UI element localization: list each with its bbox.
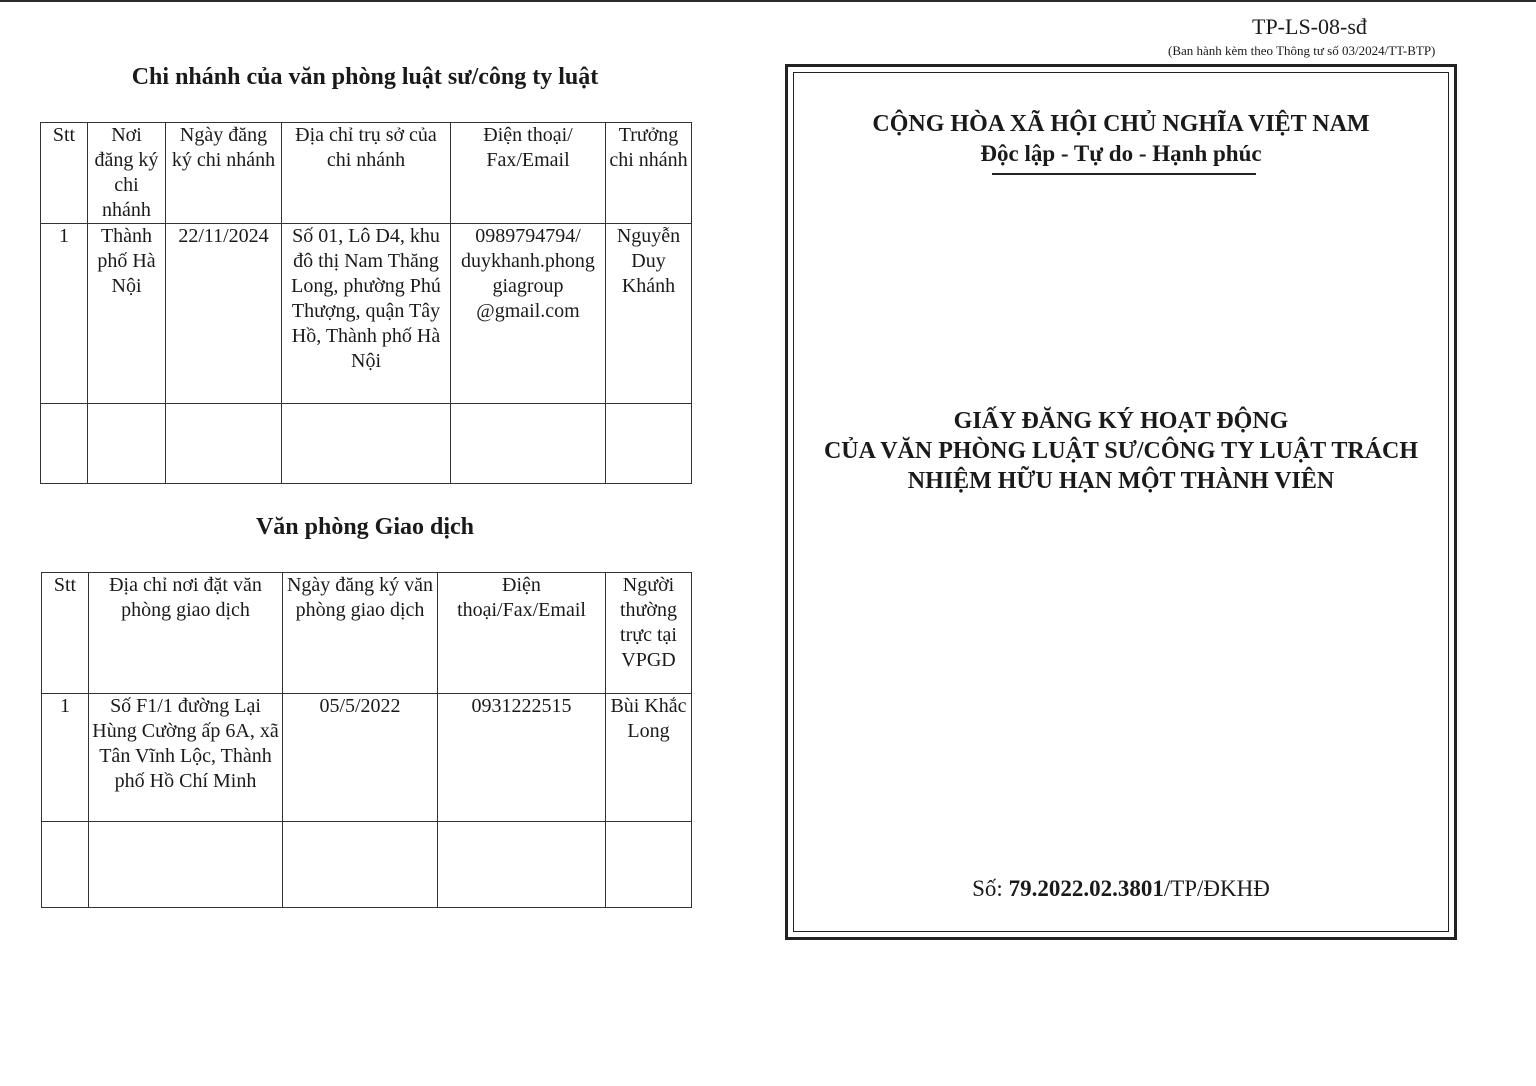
- header-cell: Địa chỉ nơi đặt văn phòng giao dịch: [89, 573, 283, 694]
- cell-date: 22/11/2024: [166, 224, 282, 404]
- cell-head: Nguyễn Duy Khánh: [606, 224, 692, 404]
- cell-date: 05/5/2022: [283, 694, 438, 822]
- cell-empty: [606, 404, 692, 484]
- transaction-section-title: Văn phòng Giao dịch: [255, 514, 475, 540]
- header-cell: Ngày đăng ký chi nhánh: [166, 123, 282, 224]
- table-row: [41, 404, 692, 484]
- header-cell: Trưởng chi nhánh: [606, 123, 692, 224]
- header-cell: Stt: [41, 123, 88, 224]
- document-title-line: NHIỆM HỮU HẠN MỘT THÀNH VIÊN: [907, 468, 1335, 494]
- document-title: [794, 406, 1448, 496]
- header-cell: Người thường trực tại VPGD: [606, 573, 692, 694]
- table-header-row: [42, 573, 692, 694]
- header-cell: Stt: [42, 573, 89, 694]
- scan-top-edge: [0, 0, 1536, 2]
- cell-place: Thành phố Hà Nội: [88, 224, 166, 404]
- republic-heading: CỘNG HÒA XÃ HỘI CHỦ NGHĨA VIỆT NAM: [872, 111, 1370, 137]
- cell-empty: [41, 404, 88, 484]
- cell-empty: [166, 404, 282, 484]
- cover-inner-frame: [793, 72, 1449, 932]
- cell-person: Bùi Khắc Long: [606, 694, 692, 822]
- document-number-label: Số:: [972, 876, 1003, 901]
- cell-stt: 1: [41, 224, 88, 404]
- form-note: (Ban hành kèm theo Thông tư số 03/2024/TT-BTP): [1168, 43, 1436, 58]
- header-cell: Ngày đăng ký văn phòng giao dịch: [283, 573, 438, 694]
- document-number-suffix: /TP/ĐKHĐ: [1163, 876, 1270, 901]
- header-cell: Điện thoại/ Fax/Email: [451, 123, 606, 224]
- document-title-line: GIẤY ĐĂNG KÝ HOẠT ĐỘNG: [953, 408, 1289, 434]
- table-row: [42, 694, 692, 822]
- document-number: [794, 876, 1448, 902]
- document-title-line: CỦA VĂN PHÒNG LUẬT SƯ/CÔNG TY LUẬT TRÁCH: [823, 438, 1419, 464]
- cell-address: Số F1/1 đường Lại Hùng Cường ấp 6A, xã Tân Vĩnh Lộc, Thành phố Hồ Chí Minh: [89, 694, 283, 822]
- cell-empty: [89, 822, 283, 908]
- cell-empty: [451, 404, 606, 484]
- table-row: [42, 822, 692, 908]
- form-code: TP-LS-08-sđ: [1252, 14, 1367, 39]
- branch-table: [40, 122, 692, 484]
- branch-section-title: Chi nhánh của văn phòng luật sư/công ty luật: [131, 64, 599, 90]
- header-cell: Điện thoại/Fax/Email: [438, 573, 606, 694]
- cell-empty: [88, 404, 166, 484]
- cover-page: [785, 64, 1457, 940]
- header-cell: Địa chỉ trụ sở của chi nhánh: [282, 123, 451, 224]
- document-number-value: 79.2022.02.3801: [1008, 876, 1164, 901]
- table-row: [41, 224, 692, 404]
- cell-contact: 0989794794/ duykhanh.phong giagroup @gmail.com: [451, 224, 606, 404]
- header-cell: Nơi đăng ký chi nhánh: [88, 123, 166, 224]
- cell-empty: [42, 822, 89, 908]
- motto-underline: [992, 173, 1256, 175]
- cell-contact: 0931222515: [438, 694, 606, 822]
- cell-empty: [283, 822, 438, 908]
- table-header-row: [41, 123, 692, 224]
- cell-address: Số 01, Lô D4, khu đô thị Nam Thăng Long, phường Phú Thượng, quận Tây Hồ, Thành phố Hà Nội: [282, 224, 451, 404]
- cell-empty: [606, 822, 692, 908]
- cell-empty: [438, 822, 606, 908]
- cell-stt: 1: [42, 694, 89, 822]
- transaction-table: [41, 572, 692, 908]
- cell-empty: [282, 404, 451, 484]
- national-motto: Độc lập - Tự do - Hạnh phúc: [980, 141, 1262, 166]
